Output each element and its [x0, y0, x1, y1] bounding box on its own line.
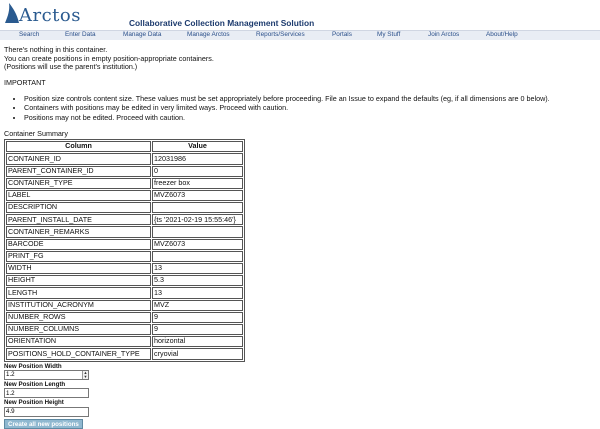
important-item: • Positions may not be edited. Proceed with caution. [24, 114, 596, 123]
table-row [6, 287, 243, 298]
summary-value-cell: MVZ6073 [152, 190, 243, 201]
table-row [6, 190, 243, 201]
table-row [6, 300, 243, 311]
summary-value-cell: 13 [152, 263, 243, 274]
spinner-arrows-icon[interactable]: ▲ ▼ [83, 369, 88, 379]
table-row [6, 275, 243, 286]
summary-column-cell: INSTITUTION_ACRONYM [6, 300, 151, 311]
summary-column-cell: DESCRIPTION [6, 202, 151, 213]
nav-join-arctos[interactable]: Join Arctos [428, 31, 460, 38]
new-position-height-label: New Position Height [4, 399, 64, 407]
table-row [6, 153, 243, 164]
message-line: There's nothing in this container. [4, 45, 108, 54]
important-list [4, 95, 596, 123]
summary-column-cell: CONTAINER_REMARKS [6, 226, 151, 237]
summary-value-cell: {ts '2021-02-19 15:55:46'} [152, 214, 243, 225]
summary-value-cell: cryovial [152, 348, 243, 359]
main-content [4, 46, 596, 429]
app-title: Collaborative Collection Management Solution [129, 18, 315, 28]
summary-column-cell: CONTAINER_TYPE [6, 178, 151, 189]
nav-reports-services[interactable]: Reports/Services [256, 31, 305, 38]
summary-column-cell: PARENT_CONTAINER_ID [6, 166, 151, 177]
summary-value-cell: 13 [152, 287, 243, 298]
summary-column-cell: BARCODE [6, 239, 151, 250]
summary-value-cell: horizontal [152, 336, 243, 347]
table-row [6, 214, 243, 225]
summary-value-cell: MVZ6073 [152, 239, 243, 250]
important-item: • Position size controls content size. These values must be set appropriately before proceeding. File an Issue to expand the defaults (eg, if all dimensions are 0 below). [24, 95, 596, 104]
summary-column-cell: HEIGHT [6, 275, 151, 286]
summary-value-cell [152, 202, 243, 213]
column-header-value: Value [152, 141, 243, 152]
table-row [6, 178, 243, 189]
table-row [6, 348, 243, 359]
create-all-positions-button[interactable]: Create all new positions [4, 419, 83, 429]
nav-manage-arctos[interactable]: Manage Arctos [187, 31, 230, 38]
nav-portals[interactable]: Portals [332, 31, 352, 38]
summary-column-cell: LABEL [6, 190, 151, 201]
new-position-width-stepper [4, 370, 89, 380]
table-row [6, 239, 243, 250]
summary-column-cell: PRINT_FG [6, 251, 151, 262]
table-row [6, 251, 243, 262]
new-position-width-input[interactable] [4, 370, 89, 380]
empty-container-message [4, 46, 596, 72]
summary-value-cell: 5.3 [152, 275, 243, 286]
summary-value-cell: 9 [152, 324, 243, 335]
summary-value-cell: freezer box [152, 178, 243, 189]
summary-column-cell: ORIENTATION [6, 336, 151, 347]
message-line: You can create positions in empty position-appropriate containers. [4, 53, 214, 63]
new-position-height-input[interactable] [4, 407, 89, 417]
summary-value-cell: 0 [152, 166, 243, 177]
arctos-logo[interactable] [4, 2, 80, 26]
column-header-column: Column [6, 141, 151, 152]
table-row [6, 226, 243, 237]
container-summary-table [4, 139, 245, 361]
nav-manage-data[interactable]: Manage Data [123, 31, 162, 38]
important-heading: IMPORTANT [4, 77, 46, 87]
message-line: (Positions will use the parent's institution.) [4, 62, 138, 72]
main-nav [0, 30, 600, 40]
new-position-length-label: New Position Length [4, 380, 66, 388]
arctos-fin-logo-icon [4, 2, 20, 24]
new-position-length-input[interactable] [4, 388, 89, 398]
important-item: • Containers with positions may be edited in very limited ways. Proceed with caution. [24, 104, 596, 113]
summary-value-cell: 12031986 [152, 153, 243, 164]
summary-column-cell: POSITIONS_HOLD_CONTAINER_TYPE [6, 348, 151, 359]
table-row [6, 166, 243, 177]
table-row [6, 336, 243, 347]
summary-value-cell [152, 226, 243, 237]
summary-value-cell: 9 [152, 312, 243, 323]
summary-column-cell: LENGTH [6, 287, 151, 298]
nav-search[interactable]: Search [19, 31, 40, 38]
summary-column-cell: NUMBER_ROWS [6, 312, 151, 323]
table-row [6, 324, 243, 335]
container-summary-title: Container Summary [4, 129, 68, 139]
new-position-width-label: New Position Width [4, 362, 62, 370]
table-row [6, 312, 243, 323]
summary-column-cell: PARENT_INSTALL_DATE [6, 214, 151, 225]
nav-my-stuff[interactable]: My Stuff [377, 31, 401, 38]
summary-column-cell: NUMBER_COLUMNS [6, 324, 151, 335]
summary-column-cell: CONTAINER_ID [6, 153, 151, 164]
summary-value-cell [152, 251, 243, 262]
table-row [6, 263, 243, 274]
nav-about-help[interactable]: About/Help [486, 31, 518, 38]
summary-value-cell: MVZ [152, 300, 243, 311]
header [0, 0, 600, 30]
summary-column-cell: WIDTH [6, 263, 151, 274]
nav-enter-data[interactable]: Enter Data [65, 31, 96, 38]
table-header-row [6, 141, 243, 152]
table-row [6, 202, 243, 213]
logo-text: Arctos [19, 5, 81, 26]
